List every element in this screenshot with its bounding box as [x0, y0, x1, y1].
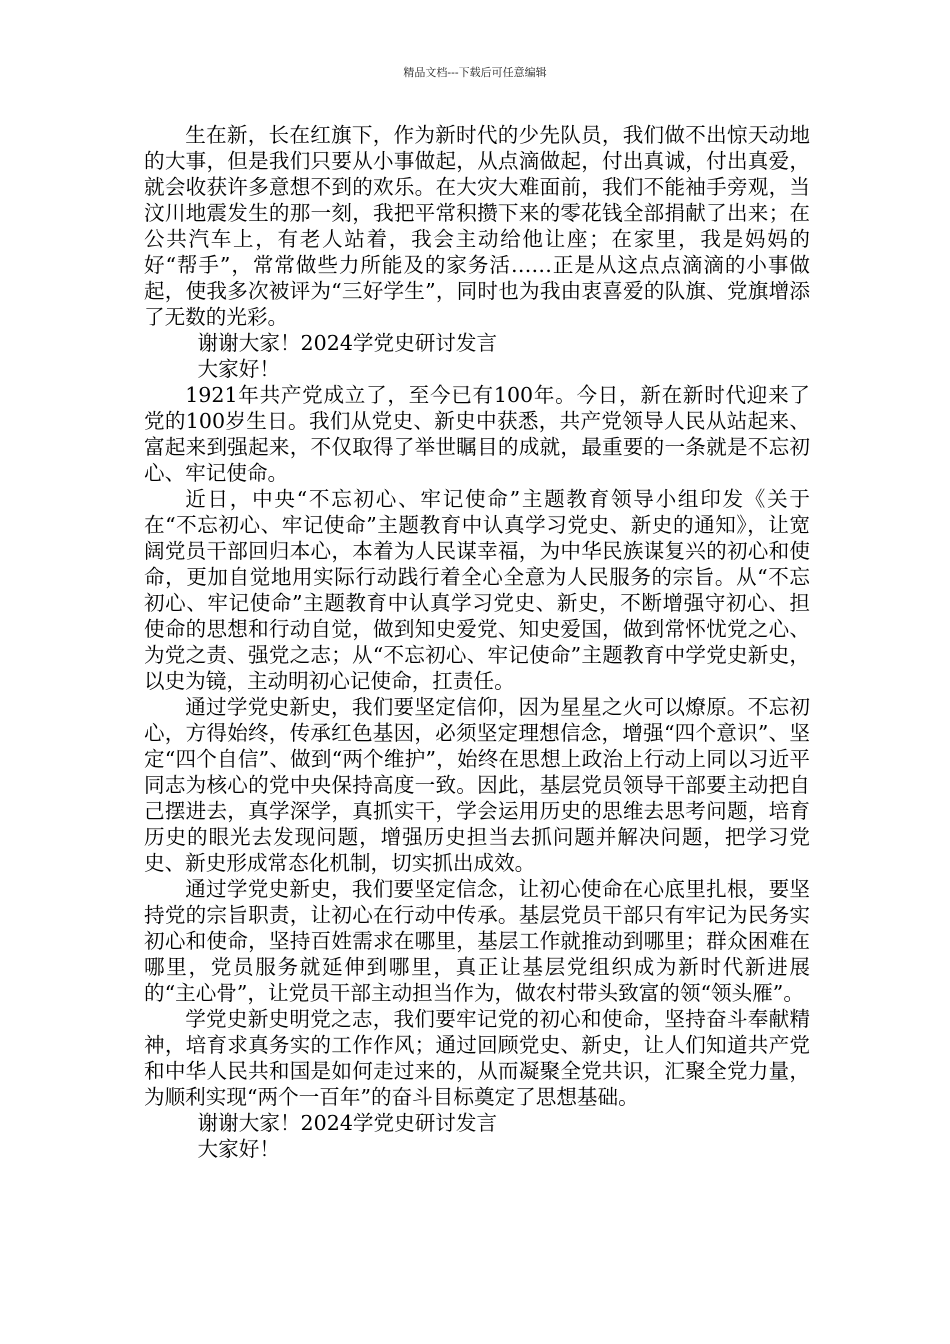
closing-line-title: 谢谢大家！2024学党史研讨发言 [197, 331, 498, 355]
paragraph-young-pioneer: 生在新，长在红旗下，作为新时代的少先队员，我们做不出惊天动地的大事，但是我们只要从小事做起，从点滴做起，付出真诚，付出真爱，就会收获许多意想不到的欢乐。在大灾大难面前，我们不能袖手旁观，当汶川地震发生的那一刻，我把平常积攒下来的零花钱全部捐献了出来；在公共汽车上，有老人站着，我会主动给他让座；在家里，我是妈妈的好“帮手”，常常做些力所能及的家务活……正是从这点点滴滴的小事做起，使我多次被评为“三好学生”，同时也为我由衷喜爱的队旗、党旗增添了无数的光彩。 [144, 123, 810, 329]
document-body [144, 122, 810, 1162]
paragraph-faith: 通过学党史新史，我们要坚定信仰，因为星星之火可以燎原。不忘初心，方得始终，传承红色基因，必须坚定理想信念，增强“四个意识”、坚定“四个自信”、做到“两个维护”，始终在思想上政治上行动上同以习近平同志为核心的党中央保持高度一致。因此，基层党员领导干部要主动把自己摆进去，真学深学，真抓实干，学会运用历史的思维去思考问题，培育历史的眼光去发现问题，增强历史担当去抓问题并解决问题，把学习党史、新史形成常态化机制，切实抓出成效。 [144, 695, 810, 875]
closing-line-title-2: 谢谢大家！2024学党史研讨发言 [197, 1111, 498, 1135]
page-header: 精品文档---下载后可任意编辑 [403, 66, 547, 79]
greeting: 大家好！ [197, 357, 280, 381]
greeting-2: 大家好！ [197, 1137, 280, 1161]
paragraph-mission: 学党史新史明党之志，我们要牢记党的初心和使命，坚持奋斗奉献精神，培育求真务实的工作作风；通过回顾党史、新史，让人们知道共产党和中华人民共和国是如何走过来的，从而凝聚全党共识，汇聚全党力量，为顺利实现“两个一百年”的奋斗目标奠定了思想基础。 [144, 1007, 810, 1109]
paragraph-notice: 近日，中央“不忘初心、牢记使命”主题教育领导小组印发《关于在“不忘初心、牢记使命”主题教育中认真学习党史、新史的通知》，让宽阔党员干部回归本心，本着为人民谋幸福，为中华民族谋复兴的初心和使命，更加自觉地用实际行动践行着全心全意为人民服务的宗旨。从“不忘初心、牢记使命”主题教育中认真学习党史、新史，不断增强守初心、担使命的思想和行动自觉，做到知史爱党、知史爱国，做到常怀忧党之心、为党之责、强党之志；从“不忘初心、牢记使命”主题教育中学党史新史，以史为镜，主动明初心记使命，扛责任。 [144, 487, 810, 693]
paragraph-belief: 通过学党史新史，我们要坚定信念，让初心使命在心底里扎根，要坚持党的宗旨职责，让初心在行动中传承。基层党员干部只有牢记为民务实初心和使命，坚持百姓需求在哪里，基层工作就推动到哪里；群众困难在哪里，党员服务就延伸到哪里，真正让基层党组织成为新时代新进展的“主心骨”，让党员干部主动担当作为，做农村带头致富的领“领头雁”。 [144, 877, 810, 1005]
paragraph-founding: 1921年共产党成立了，至今已有100年。今日，新在新时代迎来了党的100岁生日。我们从党史、新史中获悉，共产党领导人民从站起来、富起来到强起来，不仅取得了举世瞩目的成就，最重要的一条就是不忘初心、牢记使命。 [144, 383, 810, 485]
